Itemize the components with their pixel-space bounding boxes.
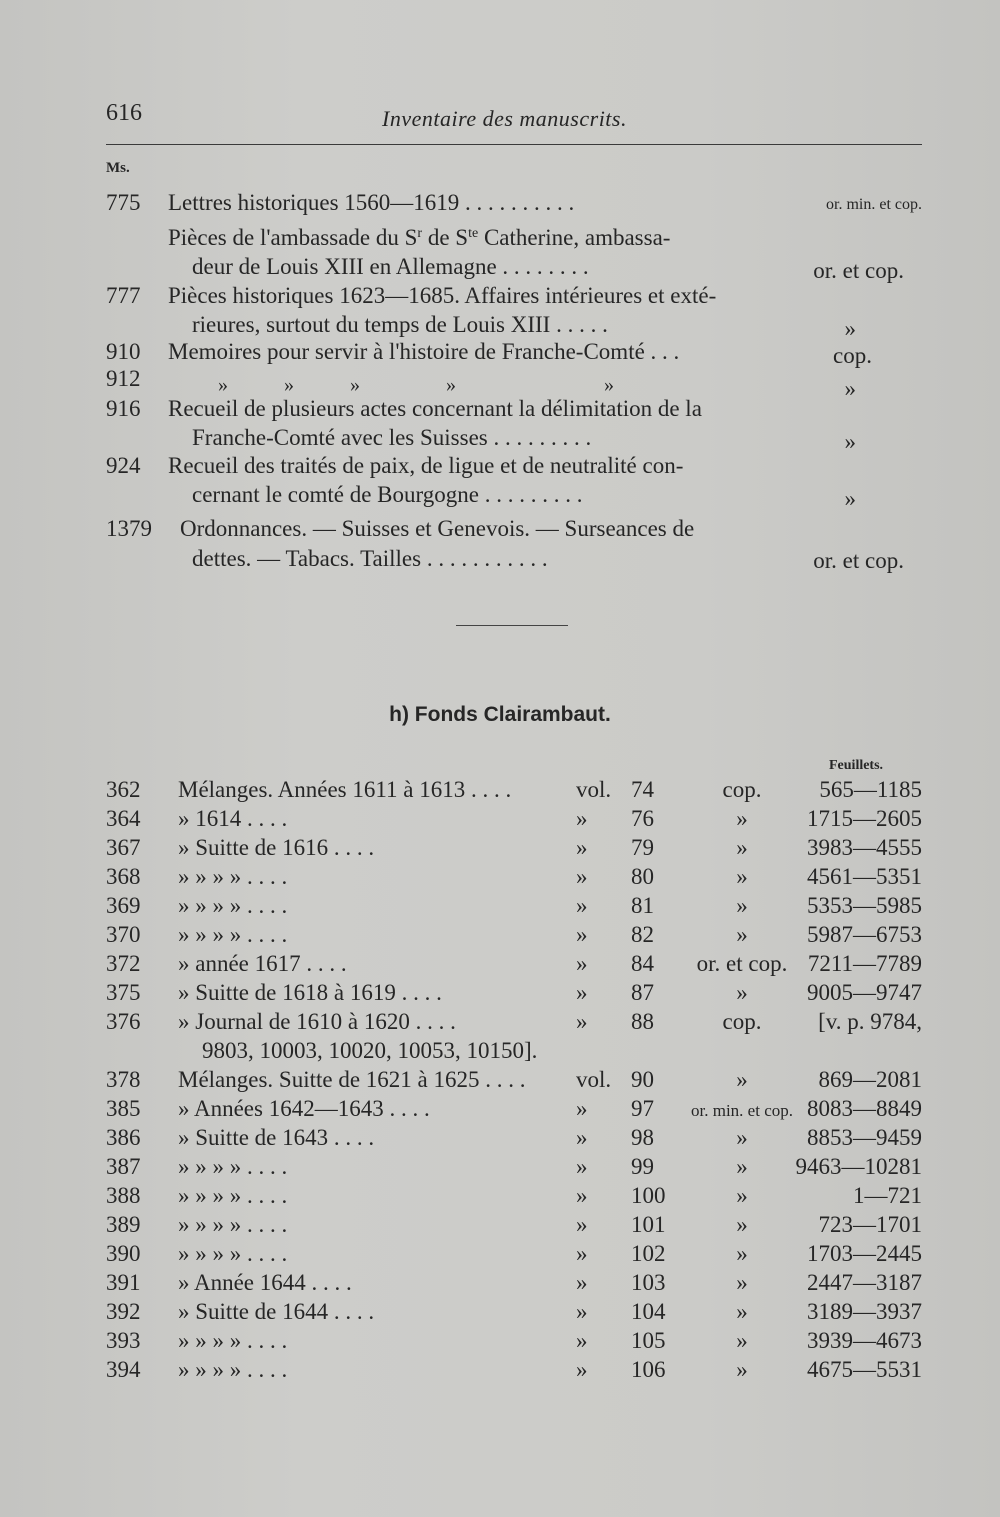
row-volume-label: » bbox=[576, 1125, 588, 1150]
entry-source: cop. bbox=[833, 343, 872, 368]
row-number: 375 bbox=[106, 980, 141, 1005]
row-volume-label: » bbox=[576, 951, 588, 976]
row-description: » Suitte de 1616 . . . . bbox=[178, 835, 375, 860]
row-number: 391 bbox=[106, 1270, 141, 1295]
entry-number: 924 bbox=[106, 453, 141, 478]
table-row bbox=[106, 951, 922, 980]
row-volume-label: » bbox=[576, 1183, 588, 1208]
row-volume-number: 74 bbox=[631, 777, 654, 802]
row-volume-label: » bbox=[576, 1212, 588, 1237]
entry-source: » bbox=[844, 486, 856, 511]
row-volume-number: 76 bbox=[631, 806, 654, 831]
row-folios: 7211—7789 bbox=[807, 951, 922, 976]
section-title: h) Fonds Clairambaut. bbox=[389, 703, 611, 726]
row-number: 393 bbox=[106, 1328, 141, 1353]
row-folios: 723—1701 bbox=[818, 1212, 922, 1237]
row-number: 388 bbox=[106, 1183, 141, 1208]
row-volume-label: » bbox=[576, 864, 588, 889]
row-volume-label: » bbox=[576, 1096, 588, 1121]
table-row bbox=[106, 1299, 922, 1328]
row-folios: 1—721 bbox=[853, 1183, 922, 1208]
table-row bbox=[106, 806, 922, 835]
entry-text-line1: Pièces historiques 1623—1685. Affaires intérieures et exté- bbox=[168, 283, 717, 308]
row-volume-number: 102 bbox=[631, 1241, 666, 1266]
row-volume-number: 98 bbox=[631, 1125, 654, 1150]
entry-text-line1: Pièces de l'ambassade du $S^r$ de $S^{te}$ Catherine, ambassa- bbox=[168, 225, 671, 250]
row-volume-label: vol. bbox=[576, 1067, 612, 1092]
row-type: » bbox=[736, 1154, 748, 1179]
table-row bbox=[106, 864, 922, 893]
row-volume-label: » bbox=[576, 980, 588, 1005]
row-volume-number: 99 bbox=[631, 1154, 654, 1179]
row-volume-number: 80 bbox=[631, 864, 654, 889]
row-volume-number: 82 bbox=[631, 922, 654, 947]
row-description: » Journal de 1610 à 1620 . . . . bbox=[178, 1009, 456, 1034]
row-type: » bbox=[736, 1299, 748, 1324]
row-folios: 3189—3937 bbox=[807, 1299, 922, 1324]
row-volume-label: » bbox=[576, 1299, 588, 1324]
page-header bbox=[106, 100, 922, 140]
row-number: 390 bbox=[106, 1241, 141, 1266]
table-row bbox=[106, 1270, 922, 1299]
table-row bbox=[106, 1096, 922, 1125]
row-folios: 1703—2445 bbox=[807, 1241, 922, 1266]
entry-number: 777 bbox=[106, 283, 141, 308]
entry-number: 912 bbox=[106, 366, 141, 391]
table-row bbox=[106, 1009, 922, 1038]
row-type: » bbox=[736, 1067, 748, 1092]
row-volume-label: » bbox=[576, 1241, 588, 1266]
row-folios: 4561—5351 bbox=[807, 864, 922, 889]
row-folios: 1715—2605 bbox=[807, 806, 922, 831]
entry-text-line2: deur de Louis XIII en Allemagne . . . . . . . . bbox=[192, 254, 589, 279]
entry-source: » bbox=[844, 316, 856, 341]
row-number: 392 bbox=[106, 1299, 141, 1324]
row-volume-number: 104 bbox=[631, 1299, 666, 1324]
entry-text-line2: rieures, surtout du temps de Louis XIII . . . . . bbox=[192, 312, 608, 337]
row-number: 386 bbox=[106, 1125, 141, 1150]
row-description: » année 1617 . . . . bbox=[178, 951, 347, 976]
row-folios: 9005—9747 bbox=[807, 980, 922, 1005]
row-type: » bbox=[736, 1328, 748, 1353]
row-number: 385 bbox=[106, 1096, 141, 1121]
row-type: » bbox=[736, 864, 748, 889]
row-description: » » » » . . . . bbox=[178, 893, 288, 918]
row-type: » bbox=[736, 1357, 748, 1382]
table-row bbox=[106, 1241, 922, 1270]
entry-number: 916 bbox=[106, 396, 141, 421]
row-volume-number: 101 bbox=[631, 1212, 666, 1237]
row-description: » Suitte de 1644 . . . . bbox=[178, 1299, 375, 1324]
row-description: » Année 1644 . . . . bbox=[178, 1270, 352, 1295]
row-volume-number: 100 bbox=[631, 1183, 666, 1208]
row-number: 376 bbox=[106, 1009, 141, 1034]
table-row bbox=[106, 1212, 922, 1241]
ditto-marks: » » » » » bbox=[218, 374, 614, 396]
entry-text-line1: Ordonnances. — Suisses et Genevois. — Surseances de bbox=[180, 516, 695, 541]
table-row bbox=[106, 1357, 922, 1386]
table-row bbox=[106, 777, 922, 806]
row-volume-label: » bbox=[576, 1357, 588, 1382]
row-volume-label: » bbox=[576, 1154, 588, 1179]
row-volume-label: » bbox=[576, 1328, 588, 1353]
ms-column-label: Ms. bbox=[106, 160, 130, 176]
row-description: » » » » . . . . bbox=[178, 1241, 288, 1266]
entry-source: » bbox=[844, 429, 856, 454]
row-folios: [v. p. 9784, bbox=[818, 1009, 922, 1034]
row-number: 389 bbox=[106, 1212, 141, 1237]
row-description: » 1614 . . . . bbox=[178, 806, 288, 831]
row-folios: 3939—4673 bbox=[807, 1328, 922, 1353]
row-volume-label: » bbox=[576, 1009, 588, 1034]
row-volume-number: 97 bbox=[631, 1096, 654, 1121]
row-type: cop. bbox=[722, 1009, 762, 1034]
row-description: » » » » . . . . bbox=[178, 1357, 288, 1382]
row-continuation: 9803, 10003, 10020, 10053, 10150]. bbox=[202, 1038, 538, 1063]
row-number: 362 bbox=[106, 777, 141, 802]
row-type: » bbox=[736, 835, 748, 860]
row-number: 372 bbox=[106, 951, 141, 976]
entry-text-line2: Franche-Comté avec les Suisses . . . . . . . . . bbox=[192, 425, 592, 450]
row-description: » Suitte de 1618 à 1619 . . . . bbox=[178, 980, 442, 1005]
table-row bbox=[106, 1328, 922, 1357]
row-volume-number: 105 bbox=[631, 1328, 666, 1353]
page-number: 616 bbox=[106, 100, 142, 126]
entry-text-line2: dettes. — Tabacs. Tailles . . . . . . . . . . . bbox=[192, 546, 548, 571]
entry-text-line1: Recueil de plusieurs actes concernant la délimitation de la bbox=[168, 396, 702, 421]
row-number: 370 bbox=[106, 922, 141, 947]
row-folios: 9463—10281 bbox=[795, 1154, 922, 1179]
row-type: » bbox=[736, 893, 748, 918]
row-description: Mélanges. Années 1611 à 1613 . . . . bbox=[178, 777, 512, 802]
row-description: » » » » . . . . bbox=[178, 1212, 288, 1237]
row-type: or. min. et cop. bbox=[691, 1101, 793, 1120]
entry-source: or. et cop. bbox=[813, 258, 904, 283]
row-type: » bbox=[736, 1183, 748, 1208]
row-number: 369 bbox=[106, 893, 141, 918]
entry-source: or. et cop. bbox=[813, 548, 904, 573]
row-folios: 869—2081 bbox=[818, 1067, 922, 1092]
row-description: » » » » . . . . bbox=[178, 1154, 288, 1179]
row-folios: 565—1185 bbox=[819, 777, 922, 802]
table-row bbox=[106, 1125, 922, 1154]
entry-number: 1379 bbox=[106, 516, 152, 541]
table-row bbox=[106, 1154, 922, 1183]
row-description: » Années 1642—1643 . . . . bbox=[178, 1096, 430, 1121]
entry-text-line2: cernant le comté de Bourgogne . . . . . . . . . bbox=[192, 482, 583, 507]
row-volume-label: » bbox=[576, 806, 588, 831]
row-volume-number: 88 bbox=[631, 1009, 654, 1034]
row-type: » bbox=[736, 980, 748, 1005]
row-type: cop. bbox=[722, 777, 762, 802]
row-volume-label: » bbox=[576, 1270, 588, 1295]
row-description: » » » » . . . . bbox=[178, 1328, 288, 1353]
row-description: Mélanges. Suitte de 1621 à 1625 . . . . bbox=[178, 1067, 526, 1092]
row-volume-number: 106 bbox=[631, 1357, 666, 1382]
row-type: » bbox=[736, 1212, 748, 1237]
table-row bbox=[106, 893, 922, 922]
row-type: » bbox=[736, 1125, 748, 1150]
row-volume-number: 84 bbox=[631, 951, 654, 976]
feuillets-column-header: Feuillets. bbox=[829, 758, 884, 773]
row-type: » bbox=[736, 806, 748, 831]
row-description: » Suitte de 1643 . . . . bbox=[178, 1125, 375, 1150]
row-folios: 5353—5985 bbox=[807, 893, 922, 918]
entry-text: Lettres historiques 1560—1619 . . . . . . . . . . bbox=[168, 190, 575, 215]
row-number: 378 bbox=[106, 1067, 141, 1092]
row-description: » » » » . . . . bbox=[178, 1183, 288, 1208]
row-type: or. et cop. bbox=[696, 951, 788, 976]
clairambaut-table bbox=[106, 777, 922, 1386]
row-volume-label: » bbox=[576, 835, 588, 860]
entry-number: 910 bbox=[106, 339, 141, 364]
entry-text: Memoires pour servir à l'histoire de Franche-Comté . . . bbox=[168, 339, 680, 364]
header-rule bbox=[106, 144, 922, 145]
row-folios: 2447—3187 bbox=[807, 1270, 922, 1295]
entry-text-line1: Recueil des traités de paix, de ligue et de neutralité con- bbox=[168, 453, 684, 478]
row-description: » » » » . . . . bbox=[178, 922, 288, 947]
table-row bbox=[106, 835, 922, 864]
table-row bbox=[106, 922, 922, 951]
row-number: 368 bbox=[106, 864, 141, 889]
row-type: » bbox=[736, 1241, 748, 1266]
table-row bbox=[106, 1183, 922, 1212]
running-title: Inventaire des manuscrits. bbox=[382, 106, 627, 131]
row-volume-number: 87 bbox=[631, 980, 654, 1005]
row-number: 394 bbox=[106, 1357, 141, 1382]
row-volume-number: 90 bbox=[631, 1067, 654, 1092]
row-folios: 5987—6753 bbox=[807, 922, 922, 947]
entry-source: » bbox=[844, 376, 856, 401]
entry-number: 775 bbox=[106, 190, 141, 215]
table-row bbox=[106, 980, 922, 1009]
row-description: » » » » . . . . bbox=[178, 864, 288, 889]
table-row bbox=[106, 1038, 922, 1067]
row-folios: 4675—5531 bbox=[807, 1357, 922, 1382]
row-type: » bbox=[736, 1270, 748, 1295]
row-number: 364 bbox=[106, 806, 141, 831]
row-volume-number: 81 bbox=[631, 893, 654, 918]
row-volume-number: 103 bbox=[631, 1270, 666, 1295]
row-number: 387 bbox=[106, 1154, 141, 1179]
row-folios: 3983—4555 bbox=[807, 835, 922, 860]
row-volume-label: vol. bbox=[576, 777, 612, 802]
row-folios: 8083—8849 bbox=[807, 1096, 922, 1121]
row-type: » bbox=[736, 922, 748, 947]
row-volume-label: » bbox=[576, 922, 588, 947]
entry-source: or. min. et cop. bbox=[826, 196, 922, 213]
row-volume-label: » bbox=[576, 893, 588, 918]
table-row bbox=[106, 1067, 922, 1096]
row-volume-number: 79 bbox=[631, 835, 654, 860]
section-divider bbox=[456, 625, 568, 626]
row-number: 367 bbox=[106, 835, 141, 860]
row-folios: 8853—9459 bbox=[807, 1125, 922, 1150]
